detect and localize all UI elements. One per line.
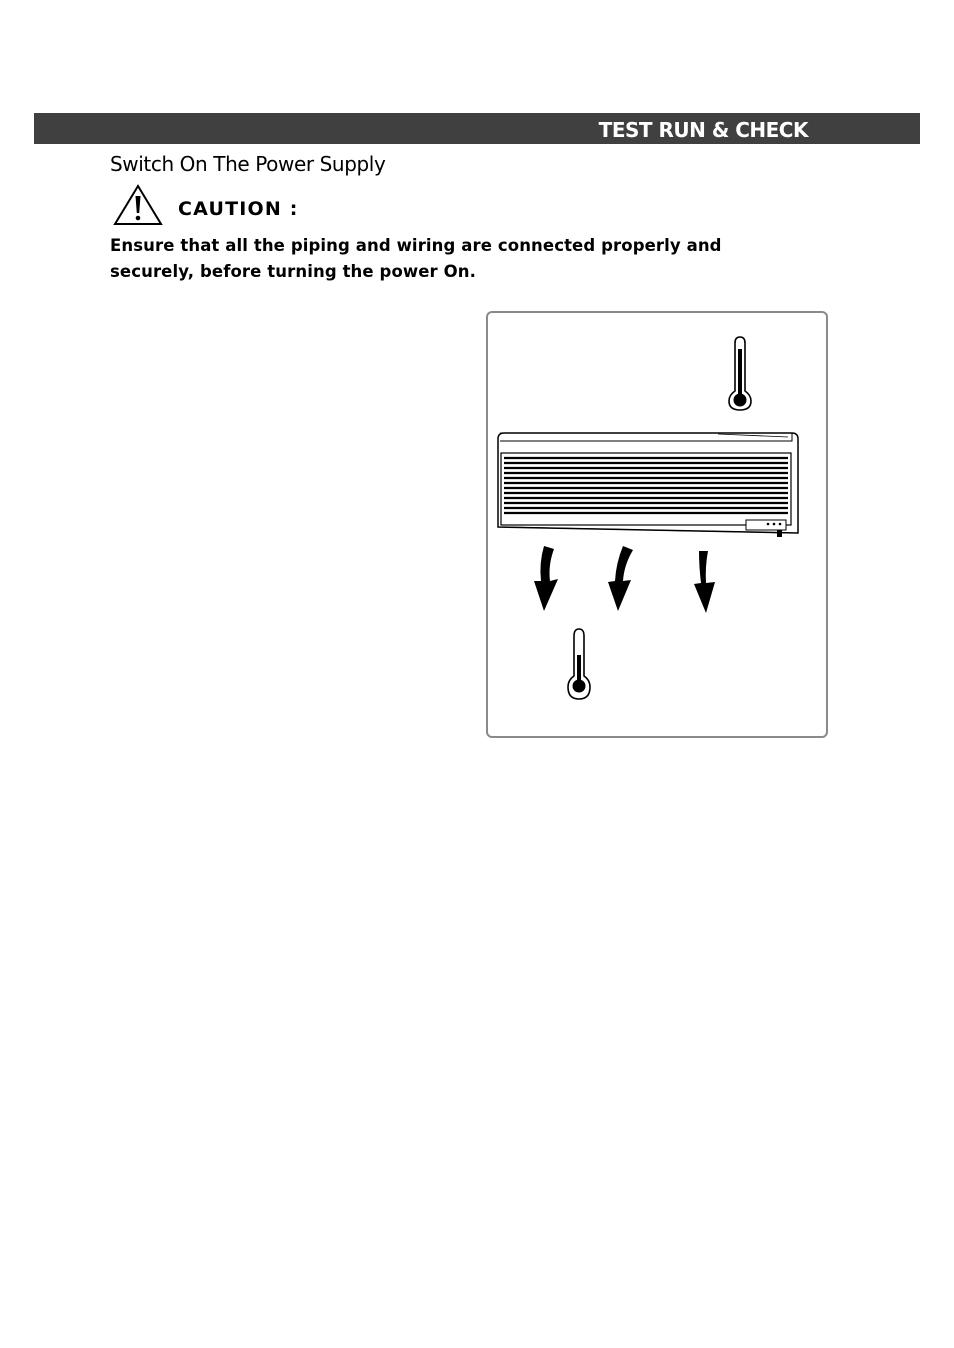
airflow-arrow-icon [608,546,633,611]
caution-text-line: securely, before turning the power On. [110,262,476,281]
airflow-arrow-icon [694,551,715,613]
airflow-arrow-icon [534,546,558,611]
warning-triangle-icon [113,184,163,226]
thermometer-icon [729,337,751,410]
caution-text [110,233,810,285]
test-run-figure [486,311,828,738]
thermometer-icon [568,629,590,699]
page-header-title: TEST RUN & CHECK [598,118,808,142]
header-bar [34,113,920,144]
caution-text-line: Ensure that all the piping and wiring are connected properly and [110,236,722,255]
caution-label: CAUTION : [178,198,299,220]
air-conditioner-indoor-unit [498,433,798,537]
section-title: Switch On The Power Supply [110,152,386,176]
test-run-illustration [488,313,830,740]
